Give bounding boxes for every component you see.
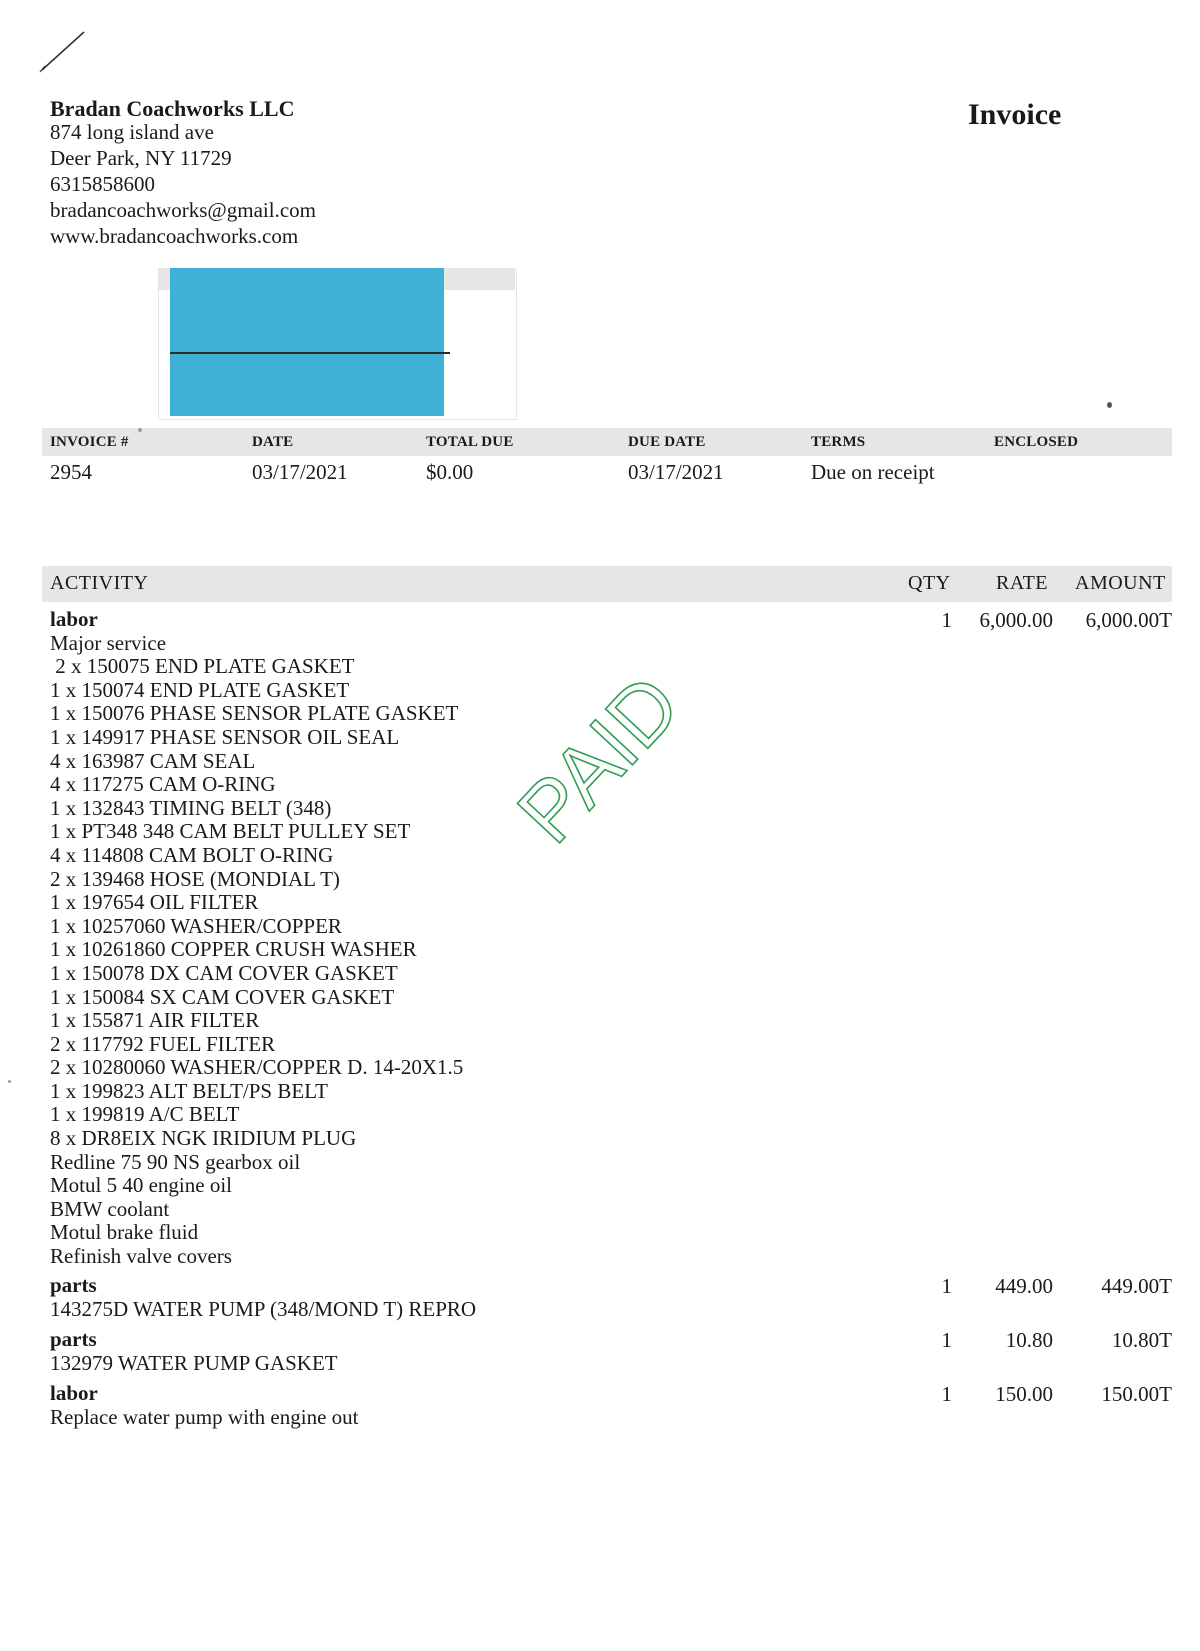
paid-stamp-text: PAID — [499, 657, 698, 861]
line-item-rate: 6,000.00 — [979, 608, 1053, 632]
rate-header: RATE — [996, 572, 1048, 594]
activity-header: ACTIVITY — [50, 572, 149, 594]
line-item-description: Major service 2 x 150075 END PLATE GASKET 1 x 150074 END PLATE GASKET 1 x 150076 PHASE SENSOR PLATE GASKET 1 x 149917 PHASE SENSOR OIL SEAL 4 x 163987 CAM SEAL 4 x 117275 CAM O-RING 1 x 132843 TIMING BELT (348) 1 x PT348 348 CAM BELT PULLEY SET 4 x 114808 CAM BOLT O-RING 2 x 139468 HOSE (MONDIAL T) 1 x 197654 OIL FILTER 1 x 10257060 WASHER/COPPER 1 x 10261860 COPPER CRUSH WASHER 1 x 150078 DX CAM COVER GASKET 1 x 150084 SX CAM COVER GASKET 1 x 155871 AIR FILTER 2 x 117792 FUEL FILTER 2 x 10280060 WASHER/COPPER D. 14-20X1.5 1 x 199823 ALT BELT/PS BELT 1 x 199819 A/C BELT 8 x DR8EIX NGK IRIDIUM PLUG Redline 75 90 NS gearbox oil Motul 5 40 engine oil BMW coolant Motul brake fluid Refinish valve covers — [50, 630, 464, 1269]
scan-speck — [138, 428, 142, 432]
enclosed-label: ENCLOSED — [994, 434, 1079, 450]
scan-speck — [8, 1080, 11, 1083]
line-item-amount: 6,000.00T — [1085, 608, 1172, 632]
invoice-number-label: INVOICE # — [50, 434, 129, 450]
line-item-amount: 150.00T — [1101, 1382, 1172, 1406]
line-item-qty: 1 — [941, 1274, 952, 1298]
line-item — [50, 1382, 910, 1429]
pen-mark — [36, 28, 116, 78]
line-item-description: 132979 WATER PUMP GASKET — [50, 1350, 338, 1375]
line-item-kind: parts — [50, 1327, 97, 1351]
document-title: Invoice — [968, 98, 1062, 131]
line-item-qty: 1 — [941, 608, 952, 632]
line-item-rate: 449.00 — [995, 1274, 1053, 1298]
line-item-kind: parts — [50, 1273, 97, 1297]
line-item-rate: 150.00 — [995, 1382, 1053, 1406]
company-email: bradancoachworks@gmail.com — [50, 198, 316, 222]
line-item-kind: labor — [50, 607, 98, 631]
redaction-block — [170, 268, 444, 416]
line-item — [50, 1274, 910, 1321]
line-item-amount: 10.80T — [1111, 1328, 1172, 1352]
line-item-description: Replace water pump with engine out — [50, 1404, 359, 1429]
redaction-line — [170, 352, 450, 354]
company-website: www.bradancoachworks.com — [50, 224, 299, 248]
line-item-qty: 1 — [941, 1382, 952, 1406]
due-date: 03/17/2021 — [628, 460, 724, 484]
invoice-number: 2954 — [50, 460, 92, 484]
company-phone: 6315858600 — [50, 172, 155, 196]
line-item-description: 143275D WATER PUMP (348/MOND T) REPRO — [50, 1296, 477, 1321]
company-address-line1: 874 long island ave — [50, 120, 214, 144]
terms-label: TERMS — [811, 434, 866, 450]
invoice-date: 03/17/2021 — [252, 460, 348, 484]
scan-speck — [1107, 402, 1112, 408]
due-date-label: DUE DATE — [628, 434, 706, 450]
date-label: DATE — [252, 434, 294, 450]
amount-header: AMOUNT — [1075, 572, 1166, 594]
qty-header: QTY — [908, 572, 951, 594]
line-item-amount: 449.00T — [1101, 1274, 1172, 1298]
total-due-label: TOTAL DUE — [426, 434, 514, 450]
line-item-rate: 10.80 — [1005, 1328, 1053, 1352]
company-name: Bradan Coachworks LLC — [50, 96, 295, 121]
line-item — [50, 608, 910, 1269]
company-address-line2: Deer Park, NY 11729 — [50, 146, 232, 170]
total-due: $0.00 — [426, 460, 474, 484]
terms-value: Due on receipt — [811, 460, 935, 484]
line-item-kind: labor — [50, 1381, 98, 1405]
line-item — [50, 1328, 910, 1375]
line-item-qty: 1 — [941, 1328, 952, 1352]
